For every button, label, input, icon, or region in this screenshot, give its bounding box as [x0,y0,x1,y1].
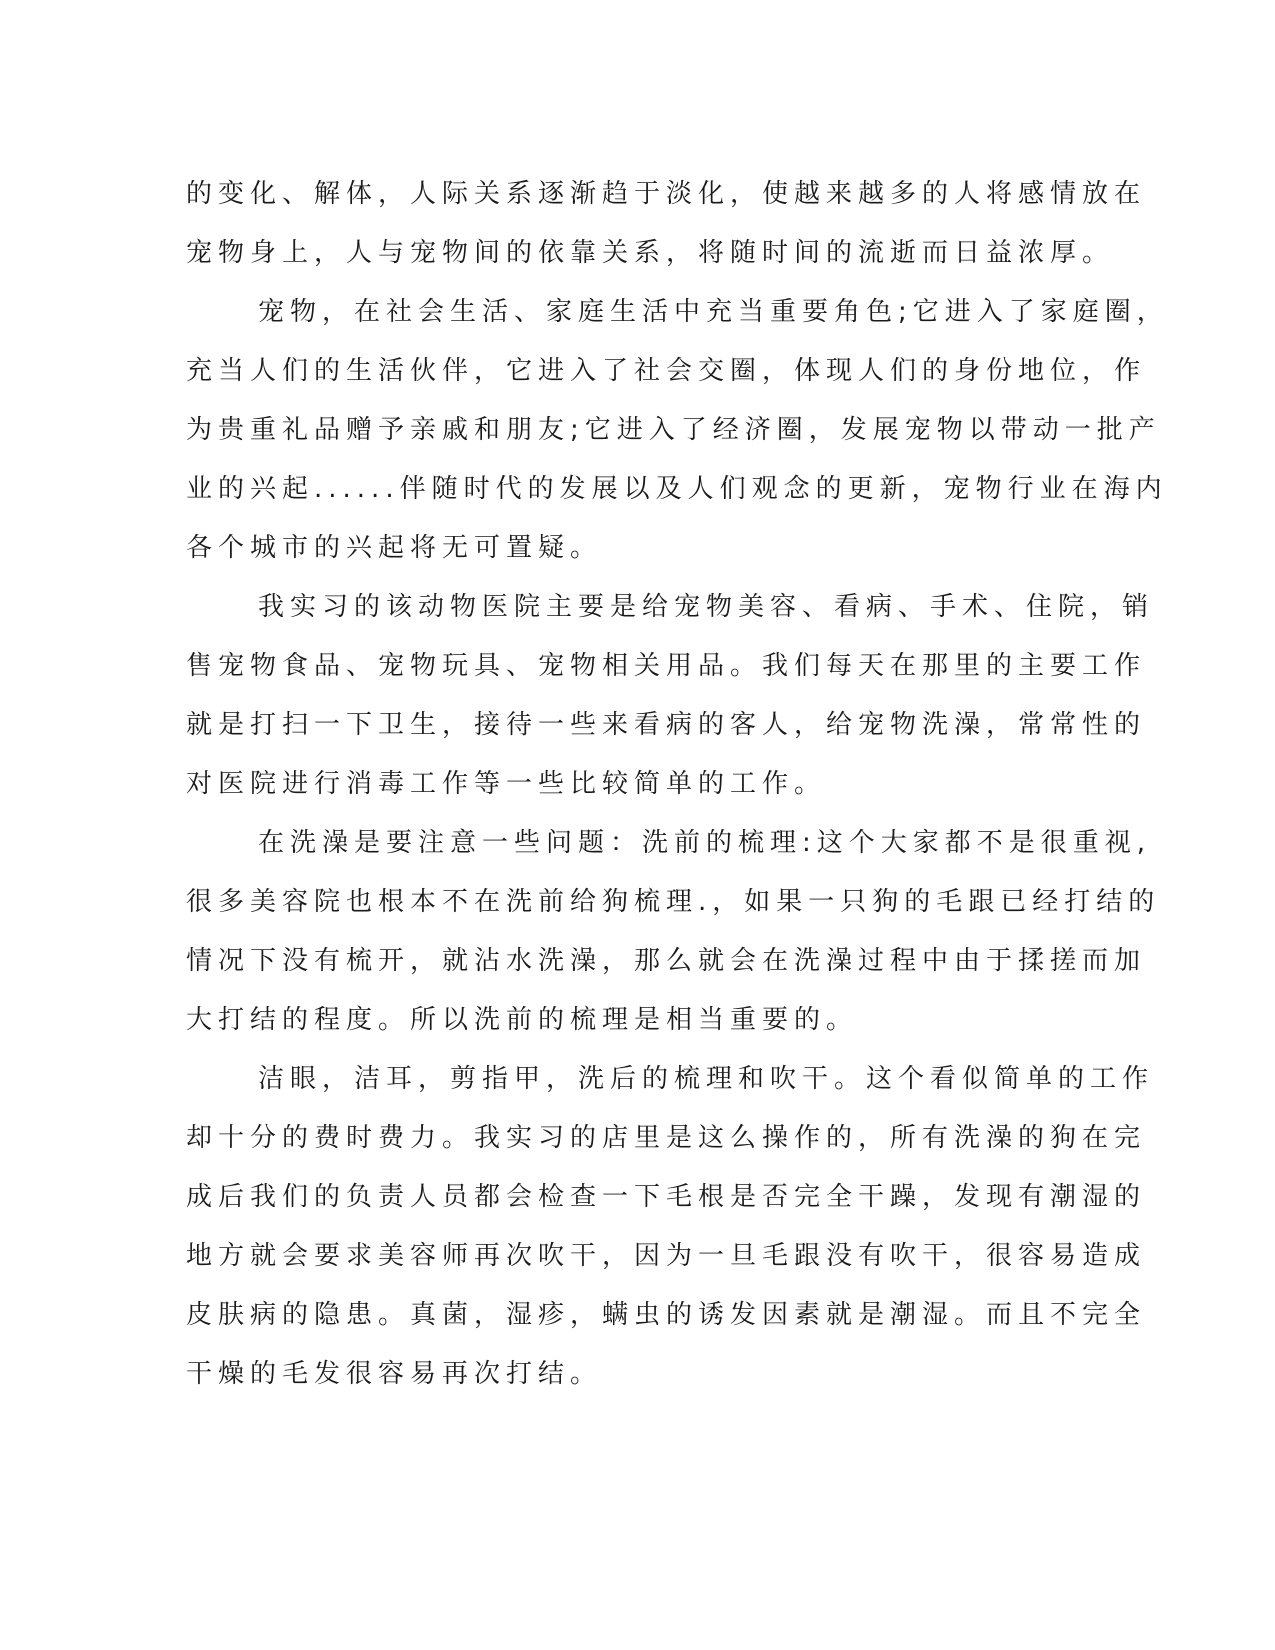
text-line: 大打结的程度。所以洗前的梳理是相当重要的。 [186,1005,859,1035]
text-line: 地方就会要求美容师再次吹干，因为一旦毛跟没有吹干，很容易造成 [186,1241,1147,1271]
text-line: 却十分的费时费力。我实习的店里是这么操作的，所有洗澡的狗在完 [186,1123,1147,1153]
text-line: 各个城市的兴起将无可置疑。 [186,533,603,563]
text-line: 的变化、解体，人际关系逐渐趋于淡化，使越来越多的人将感情放在 [186,179,1147,209]
text-line: 宠物身上，人与宠物间的依靠关系，将随时间的流逝而日益浓厚。 [186,238,1115,268]
text-line: 为贵重礼品赠予亲戚和朋友;它进入了经济圈，发展宠物以带动一批产 [186,415,1161,445]
text-line: 皮肤病的隐患。真菌，湿疹，螨虫的诱发因素就是潮湿。而且不完全 [186,1300,1147,1330]
text-line: 业的兴起......伴随时代的发展以及人们观念的更新，宠物行业在海内 [186,474,1168,504]
text-line: 成后我们的负责人员都会检查一下毛根是否完全干躁，发现有潮湿的 [186,1182,1147,1212]
text-line: 充当人们的生活伙伴，它进入了社会交圈，体现人们的身份地位，作 [186,356,1147,386]
paragraph-start-line: 宠物，在社会生活、家庭生活中充当重要角色;它进入了家庭圈， [258,297,1169,327]
paragraph-start-line: 洁眼，洁耳，剪指甲，洗后的梳理和吹干。这个看似简单的工作 [258,1064,1155,1094]
text-line: 售宠物食品、宠物玩具、宠物相关用品。我们每天在那里的主要工作 [186,651,1147,681]
paragraph-start-line: 我实习的该动物医院主要是给宠物美容、看病、手术、住院，销 [258,592,1155,622]
text-line: 就是打扫一下卫生，接待一些来看病的客人，给宠物洗澡，常常性的 [186,710,1147,740]
text-line: 对医院进行消毒工作等一些比较简单的工作。 [186,769,827,799]
document-body [186,165,1169,1404]
text-line: 情况下没有梳开，就沾水洗澡，那么就会在洗澡过程中由于揉搓而加 [186,946,1147,976]
text-line: 干燥的毛发很容易再次打结。 [186,1359,603,1389]
text-line: 很多美容院也根本不在洗前给狗梳理.，如果一只狗的毛跟已经打结的 [186,887,1161,917]
paragraph-start-line: 在洗澡是要注意一些问题：洗前的梳理:这个大家都不是很重视, [258,828,1152,858]
